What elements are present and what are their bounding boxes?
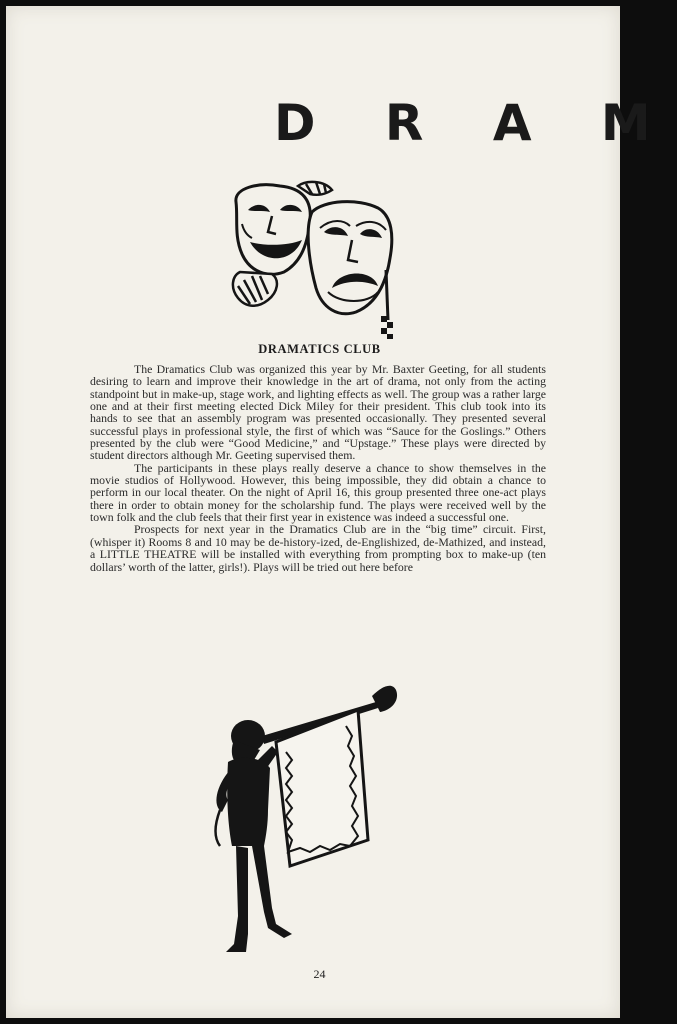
page-number: 24 bbox=[313, 967, 326, 981]
article-body bbox=[90, 363, 546, 573]
paragraph: The participants in these plays really deserve a chance to show themselves in the movie studios of Hollywood. However, this being impossible, they did obtain a chance to perform in our local theater. On the night of April 16, this group presented three one-act plays there in order to obtain money for the scholarship fund. The plays were received well by the town folk and the club feels that their first year in existence was indeed a successful one. bbox=[90, 460, 546, 525]
herald-trumpeter-silhouette-icon bbox=[206, 676, 406, 961]
club-title: DRAMATICS CLUB bbox=[258, 342, 381, 356]
paragraph: Prospects for next year in the Dramatics Club are in the “big time” circuit. First, (whisper it) Rooms 8 and 10 may be de-history-ized, de-Englishized, de-Mathized, and instead, a LITTLE THEATRE will be installed with everything from prompting box to make-up (ten dollars’ worth of the latter, girls!). Plays will be tried out here before bbox=[90, 522, 546, 574]
section-heading: D R A M bbox=[274, 94, 677, 152]
comedy-tragedy-masks-icon bbox=[228, 180, 400, 340]
paragraph: The Dramatics Club was organized this year by Mr. Baxter Geeting, for all students desiring to learn and improve their knowledge in the art of drama, not only from the acting standpoint but in make-up, stage work, and lighting effects as well. The group was a rather large one and at their first meeting elected Dick Miley for their president. This club took into its hands to see that an assembly program was presented occasionally. They presented several successful plays in professional style, the first of which was “Sauce for the Goslings.” Others presented by the club were “Good Medicine,” and “Upstage.” These plays were directed by student directors although Mr. Geeting supervised them. bbox=[90, 362, 546, 463]
yearbook-page bbox=[6, 6, 677, 1018]
